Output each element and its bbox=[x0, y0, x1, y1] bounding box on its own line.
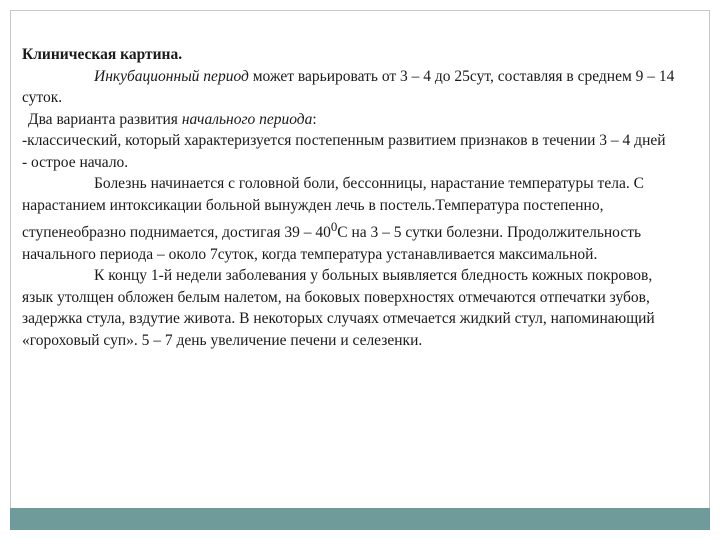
degree-superscript: 0 bbox=[330, 219, 338, 234]
variants-colon: : bbox=[312, 110, 317, 128]
variants-paragraph bbox=[22, 109, 684, 131]
acute-variant: - острое начало. bbox=[22, 153, 129, 171]
slide-content bbox=[22, 44, 684, 351]
footer-bar bbox=[10, 508, 710, 530]
week-one-paragraph: К концу 1-й недели заболевания у больных выявляется бледность кожных покровов, язык утолщен обложен белым налетом, на боковых поверхностях отмечаются отпечатки зубов, задержка стула, вздутие живота. В некоторых случаях отмечается жидкий стул, напоминающий «гороховый суп». 5 – 7 день увеличение печени и селезенки. bbox=[22, 267, 655, 349]
onset-paragraph bbox=[22, 173, 684, 265]
onset-text-after: С на 3 – 5 сутки болезни. Продолжительность начального периода – около 7суток, когда температура устанавливается максимальной. bbox=[22, 224, 642, 263]
incubation-term: Инкубационный период bbox=[94, 67, 249, 85]
slide-title: Клиническая картина. bbox=[22, 46, 183, 63]
incubation-text: может варьировать от 3 – 4 до 25сут, составляя в среднем 9 – 14 суток. bbox=[22, 67, 675, 106]
initial-period-term: начального периода bbox=[181, 110, 313, 128]
classic-variant: -классический, который характеризуется постепенным развитием признаков в течении 3 – 4 дней bbox=[22, 132, 666, 149]
incubation-paragraph bbox=[22, 66, 684, 109]
onset-text-before: Болезнь начинается с головной боли, бессонницы, нарастание температуры тела. С нарастанием интоксикации больной вынужден лечь в постель.Температура постепенно, ступенеобразно поднимается, достигая 39 – 40 bbox=[22, 175, 644, 242]
variants-text: Два варианта развития bbox=[28, 110, 182, 128]
